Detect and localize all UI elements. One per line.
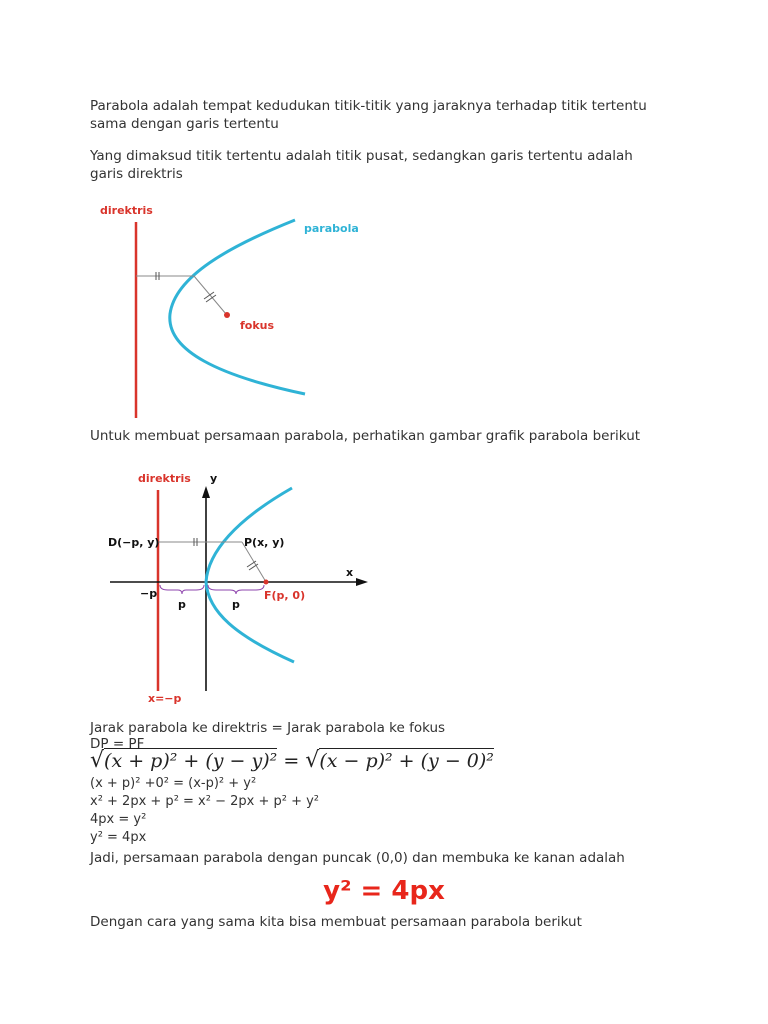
fig2-focus-label: F(p, 0) [264, 589, 306, 602]
paragraph-dp-pf: DP = PF [90, 736, 145, 752]
equation-sqrt [90, 748, 494, 773]
fig1-focus-point [224, 312, 230, 318]
paragraph-next: Dengan cara yang sama kita bisa membuat persamaan parabola berikut [90, 914, 582, 930]
sqrt-sign-left: √ [90, 748, 105, 773]
fig1-direktris-label: direktris [100, 204, 153, 217]
fig2-directrix-equation-label: x=−p [148, 692, 182, 705]
fig2-x-label: x [346, 566, 354, 579]
paragraph-conclusion: Jadi, persamaan parabola dengan puncak (0,0) dan membuka ke kanan adalah [90, 850, 625, 866]
fig2-brace-left [160, 585, 204, 594]
sqrt-radicand-right: (x − p)² + (y − 0)² [319, 750, 494, 772]
fig2-y-label: y [210, 472, 218, 485]
fig2-y-arrow [202, 486, 210, 498]
fig2-brace-right [208, 585, 264, 594]
paragraph-definition-line1: Parabola adalah tempat kedudukan titik-titik yang jaraknya terhadap titik tertentu [90, 98, 647, 114]
fig1-parabola-curve [170, 220, 305, 394]
fig2-p-left-label: p [178, 598, 186, 611]
fig2-focus-point [264, 580, 269, 585]
fig2-parabola-curve [206, 488, 294, 662]
fig2-direktris-label: direktris [138, 472, 191, 485]
fig1-fokus-label: fokus [240, 319, 275, 332]
paragraph-definition-line2: sama dengan garis tertentu [90, 116, 279, 132]
fig1-parabola-label: parabola [304, 222, 359, 235]
derivation-step-3: 4px = y² [90, 812, 147, 827]
derivation-step-4: y² = 4px [90, 830, 147, 845]
fig2-neg-p-label: −p [140, 587, 158, 600]
sqrt-sign-right: √ [305, 748, 320, 773]
figure-parabola-sketch [90, 196, 380, 424]
derivation-step-2: x² + 2px + p² = x² − 2px + p² + y² [90, 794, 320, 809]
paragraph-explanation-line1: Yang dimaksud titik tertentu adalah titik pusat, sedangkan garis tertentu adalah [90, 148, 633, 164]
fig2-x-arrow [356, 578, 368, 586]
figure-parabola-coordinate [96, 466, 386, 716]
paragraph-intro-graph: Untuk membuat persamaan parabola, perhatikan gambar grafik parabola berikut [90, 428, 641, 444]
paragraph-distance-equality: Jarak parabola ke direktris = Jarak parabola ke fokus [90, 720, 446, 736]
sqrt-radicand-left: (x + p)² + (y − y)² [104, 750, 278, 772]
sqrt-equals: = [283, 750, 300, 772]
fig2-point-p-label: P(x, y) [244, 536, 285, 549]
result-equation: y² = 4px [323, 876, 445, 906]
fig2-p-right-label: p [232, 598, 240, 611]
paragraph-explanation-line2: garis direktris [90, 166, 183, 182]
fig2-point-d-label: D(−p, y) [108, 536, 160, 549]
derivation-step-1: (x + p)² +0² = (x-p)² + y² [90, 776, 257, 791]
